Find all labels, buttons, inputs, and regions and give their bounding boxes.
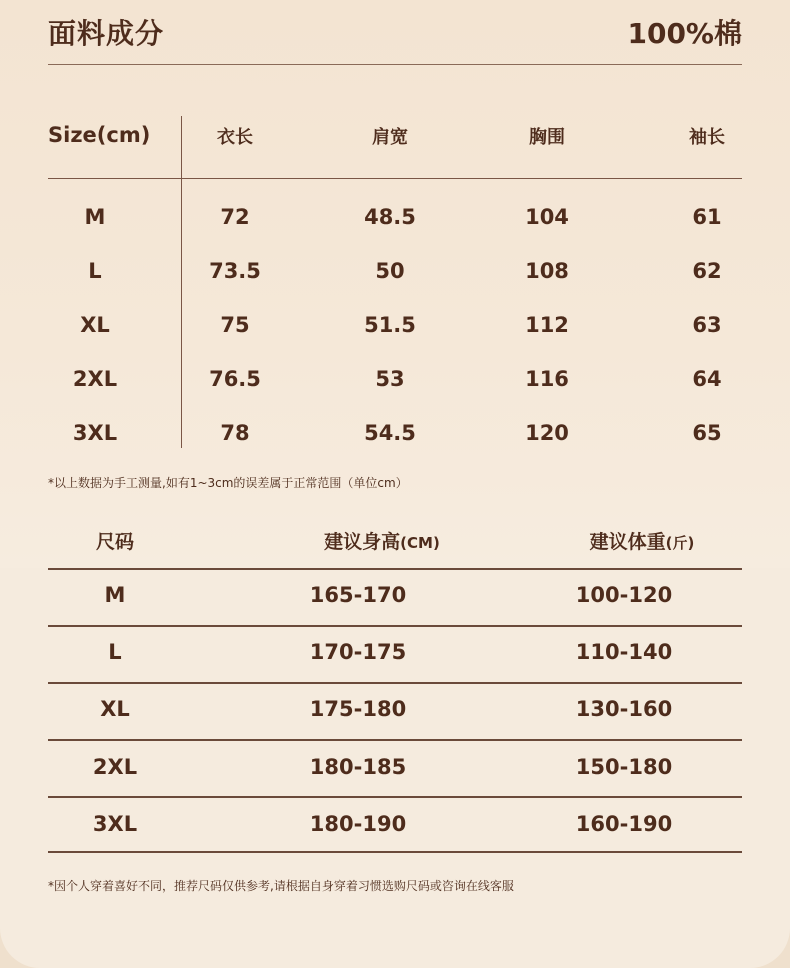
row-divider [48,851,742,853]
measurement-note: *以上数据为手工测量,如有1~3cm的误差属于正常范围（单位cm） [48,476,408,490]
shoulder-header: 肩宽 [372,127,408,148]
table-cell: 104 [525,205,569,229]
table-cell: L [88,259,102,283]
table-cell: 165-170 [309,583,407,607]
table-cell: XL [100,697,130,721]
length-header: 衣长 [217,127,253,148]
table-cell: 64 [692,367,722,391]
table-cell: 72 [220,205,250,229]
table-cell: 100-120 [575,583,673,607]
table-cell: 130-160 [575,697,673,721]
table-cell: 180-190 [309,812,407,836]
column-divider [181,116,182,448]
row-divider [48,568,742,570]
chest-header: 胸围 [529,127,565,148]
table-cell: 61 [692,205,722,229]
card-bottom-edge [0,928,790,968]
divider [48,64,742,65]
table-cell: 53 [375,367,405,391]
table-cell: 51.5 [364,313,416,337]
height-column-header: 建议身高(CM) [324,531,440,553]
table-cell: XL [80,313,110,337]
fabric-label: 面料成分 [48,17,165,50]
table-cell: 150-180 [575,755,673,779]
table-cell: L [108,640,122,664]
table-cell: 2XL [72,367,118,391]
table-cell: 108 [525,259,569,283]
table-cell: 76.5 [209,367,261,391]
fabric-value: 100%棉 [627,17,742,50]
size-header: Size(cm) [48,123,151,147]
row-divider [48,682,742,684]
row-divider [48,625,742,627]
recommendation-note: *因个人穿着喜好不同，推荐尺码仅供参考,请根据自身穿着习惯选购尺码或咨询在线客服 [48,879,514,893]
table-cell: 75 [220,313,250,337]
table-cell: 160-190 [575,812,673,836]
table-cell: 116 [525,367,569,391]
table-cell: 78 [220,421,250,445]
table-cell: 175-180 [309,697,407,721]
table-cell: 48.5 [364,205,416,229]
table-cell: 120 [525,421,569,445]
table-cell: 180-185 [309,755,407,779]
table-cell: 170-175 [309,640,407,664]
header-divider [48,178,742,179]
table-cell: 54.5 [364,421,416,445]
row-divider [48,796,742,798]
sleeve-header: 袖长 [689,127,725,148]
table-cell: M [104,583,126,607]
table-cell: 62 [692,259,722,283]
table-cell: 110-140 [575,640,673,664]
row-divider [48,739,742,741]
table-cell: 65 [692,421,722,445]
table-cell: M [84,205,106,229]
size-column-header: 尺码 [95,531,135,553]
table-cell: 2XL [92,755,138,779]
table-cell: 63 [692,313,722,337]
table-cell: 3XL [72,421,118,445]
table-cell: 73.5 [209,259,261,283]
weight-column-header: 建议体重(斤) [589,531,695,553]
table-cell: 50 [375,259,405,283]
table-cell: 112 [525,313,569,337]
table-cell: 3XL [92,812,138,836]
